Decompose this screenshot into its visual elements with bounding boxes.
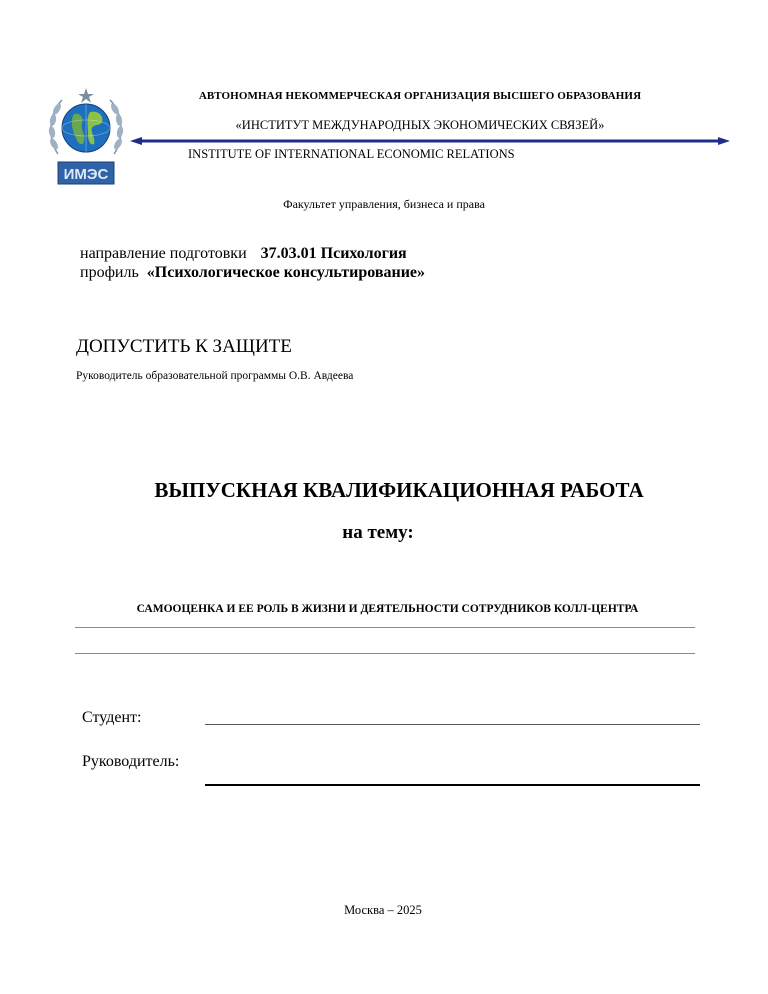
work-title: ВЫПУСКНАЯ КВАЛИФИКАЦИОННАЯ РАБОТА [154, 478, 644, 502]
profile-label: профиль [80, 264, 139, 281]
org-name-english: INSTITUTE OF INTERNATIONAL ECONOMIC RELATIONS [188, 147, 515, 161]
work-topic: САМООЦЕНКА И ЕЕ РОЛЬ В ЖИЗНИ И ДЕЯТЕЛЬНОСТИ СОТРУДНИКОВ КОЛЛ-ЦЕНТРА [136, 603, 639, 615]
city-year: Москва – 2025 [344, 903, 422, 917]
direction-line [80, 245, 407, 263]
faculty-name: Факультет управления, бизнеса и права [283, 197, 485, 211]
topic-underline-2 [75, 653, 695, 654]
logo-text: ИМЭС [63, 166, 109, 183]
direction-label: направление подготовки [80, 245, 247, 262]
profile-value: «Психологическое консультирование» [146, 264, 426, 281]
institute-logo [44, 84, 128, 188]
student-signature-line [205, 724, 700, 725]
program-supervisor: Руководитель образовательной программы О.В. Авдеева [76, 370, 354, 382]
advisor-signature-line [205, 784, 700, 786]
direction-value: 37.03.01 Психология [260, 245, 407, 262]
profile-line [80, 264, 425, 282]
advisor-label: Руководитель: [82, 753, 180, 770]
org-name-line2: «ИНСТИТУТ МЕЖДУНАРОДНЫХ ЭКОНОМИЧЕСКИХ СВЯЗЕЙ» [235, 118, 605, 132]
student-label: Студент: [82, 709, 142, 726]
org-name-line1: АВТОНОМНАЯ НЕКОММЕРЧЕСКАЯ ОРГАНИЗАЦИЯ ВЫСШЕГО ОБРАЗОВАНИЯ [198, 90, 642, 102]
admission-title: ДОПУСТИТЬ К ЗАЩИТЕ [76, 336, 292, 357]
topic-underline-1 [75, 627, 695, 628]
header-divider [130, 134, 730, 146]
work-subtitle: на тему: [342, 522, 414, 543]
